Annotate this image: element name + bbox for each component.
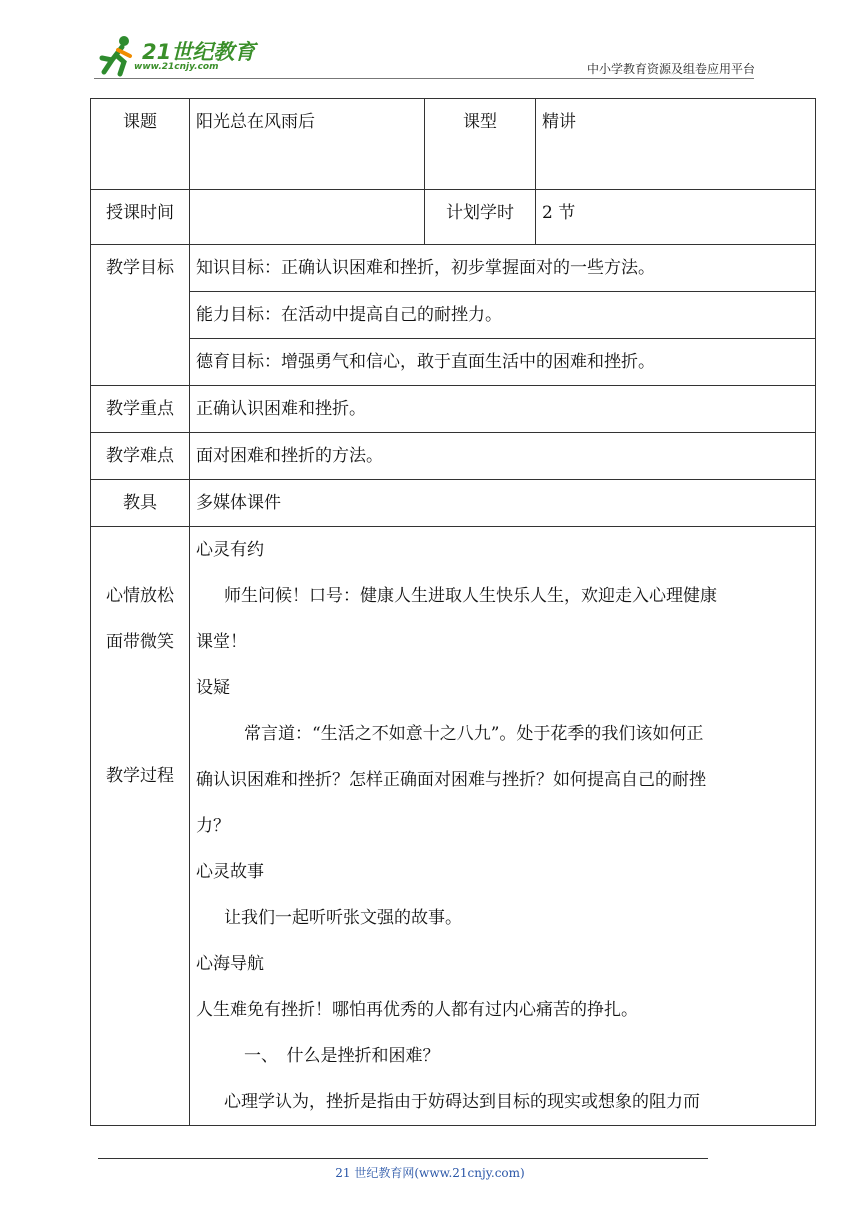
paragraph: 师生问候！口号：健康人生进取人生快乐人生，欢迎走入心理健康 (224, 586, 717, 606)
time-label: 授课时间 (91, 190, 190, 245)
hours-label: 计划学时 (425, 190, 536, 245)
moral-goal: 德育目标：增强勇气和信心，敢于直面生活中的困难和挫折。 (190, 339, 816, 386)
tools-label: 教具 (91, 480, 190, 527)
goals-row-ability (91, 292, 816, 339)
paragraph: 常言道：“生活之不如意十之八九”。处于花季的我们该如何正 (244, 724, 704, 744)
logo-text: 21世纪教育 (142, 40, 256, 64)
topic-value: 阳光总在风雨后 (190, 99, 425, 190)
header-divider (94, 78, 754, 79)
time-row (91, 190, 816, 245)
process-content (190, 527, 816, 1126)
process-label: 教学过程 (106, 766, 174, 786)
goals-label: 教学目标 (91, 245, 190, 386)
goals-row (91, 245, 816, 292)
logo-url: www.21cnjy.com (134, 62, 219, 72)
tools-row (91, 480, 816, 527)
section-heading: 心灵有约 (196, 540, 264, 560)
focus-row (91, 386, 816, 433)
time-value (190, 190, 425, 245)
focus-label: 教学重点 (91, 386, 190, 433)
section-heading: 心海导航 (196, 954, 264, 974)
paragraph-cont: 确认识困难和挫折？怎样正确面对困难与挫折？如何提高自己的耐挫 (196, 770, 706, 790)
focus-text: 正确认识困难和挫折。 (190, 386, 816, 433)
topic-label: 课题 (91, 99, 190, 190)
platform-name: 中小学教育资源及组卷应用平台 (586, 62, 755, 76)
page-header (0, 0, 860, 90)
hours-value: 2 节 (536, 190, 816, 245)
footer-text: 21 世纪教育网(www.21cnjy.com) (335, 1166, 525, 1180)
goals-row-moral (91, 339, 816, 386)
paragraph: 人生难免有挫折！哪怕再优秀的人都有过内心痛苦的挣扎。 (196, 1000, 638, 1020)
lesson-plan-table (90, 98, 816, 1126)
difficulty-row (91, 433, 816, 480)
type-label: 课型 (425, 99, 536, 190)
smile-label: 面带微笑 (106, 632, 174, 652)
paragraph-cont: 力？ (196, 816, 230, 836)
difficulty-text: 面对困难和挫折的方法。 (190, 433, 816, 480)
process-label-relax (97, 573, 183, 665)
ability-goal: 能力目标：在活动中提高自己的耐挫力。 (190, 292, 816, 339)
tools-text: 多媒体课件 (190, 480, 816, 527)
footer-divider (98, 1158, 708, 1159)
numbered-heading: 一、 什么是挫折和困难？ (244, 1046, 440, 1066)
section-heading: 心灵故事 (196, 862, 264, 882)
site-logo (94, 34, 264, 78)
knowledge-goal: 知识目标：正确认识困难和挫折，初步掌握面对的一些方法。 (190, 245, 816, 292)
type-value: 精讲 (536, 99, 816, 190)
paragraph-cont: 课堂！ (196, 632, 247, 652)
section-heading: 设疑 (196, 678, 230, 698)
difficulty-label: 教学难点 (91, 433, 190, 480)
paragraph: 让我们一起听听张文强的故事。 (224, 908, 462, 928)
relax-label: 心情放松 (106, 586, 174, 606)
title-row (91, 99, 816, 190)
process-row (91, 527, 816, 1126)
process-label-cell (91, 527, 190, 1126)
paragraph: 心理学认为，挫折是指由于妨碍达到目标的现实或想象的阻力而 (224, 1092, 700, 1112)
